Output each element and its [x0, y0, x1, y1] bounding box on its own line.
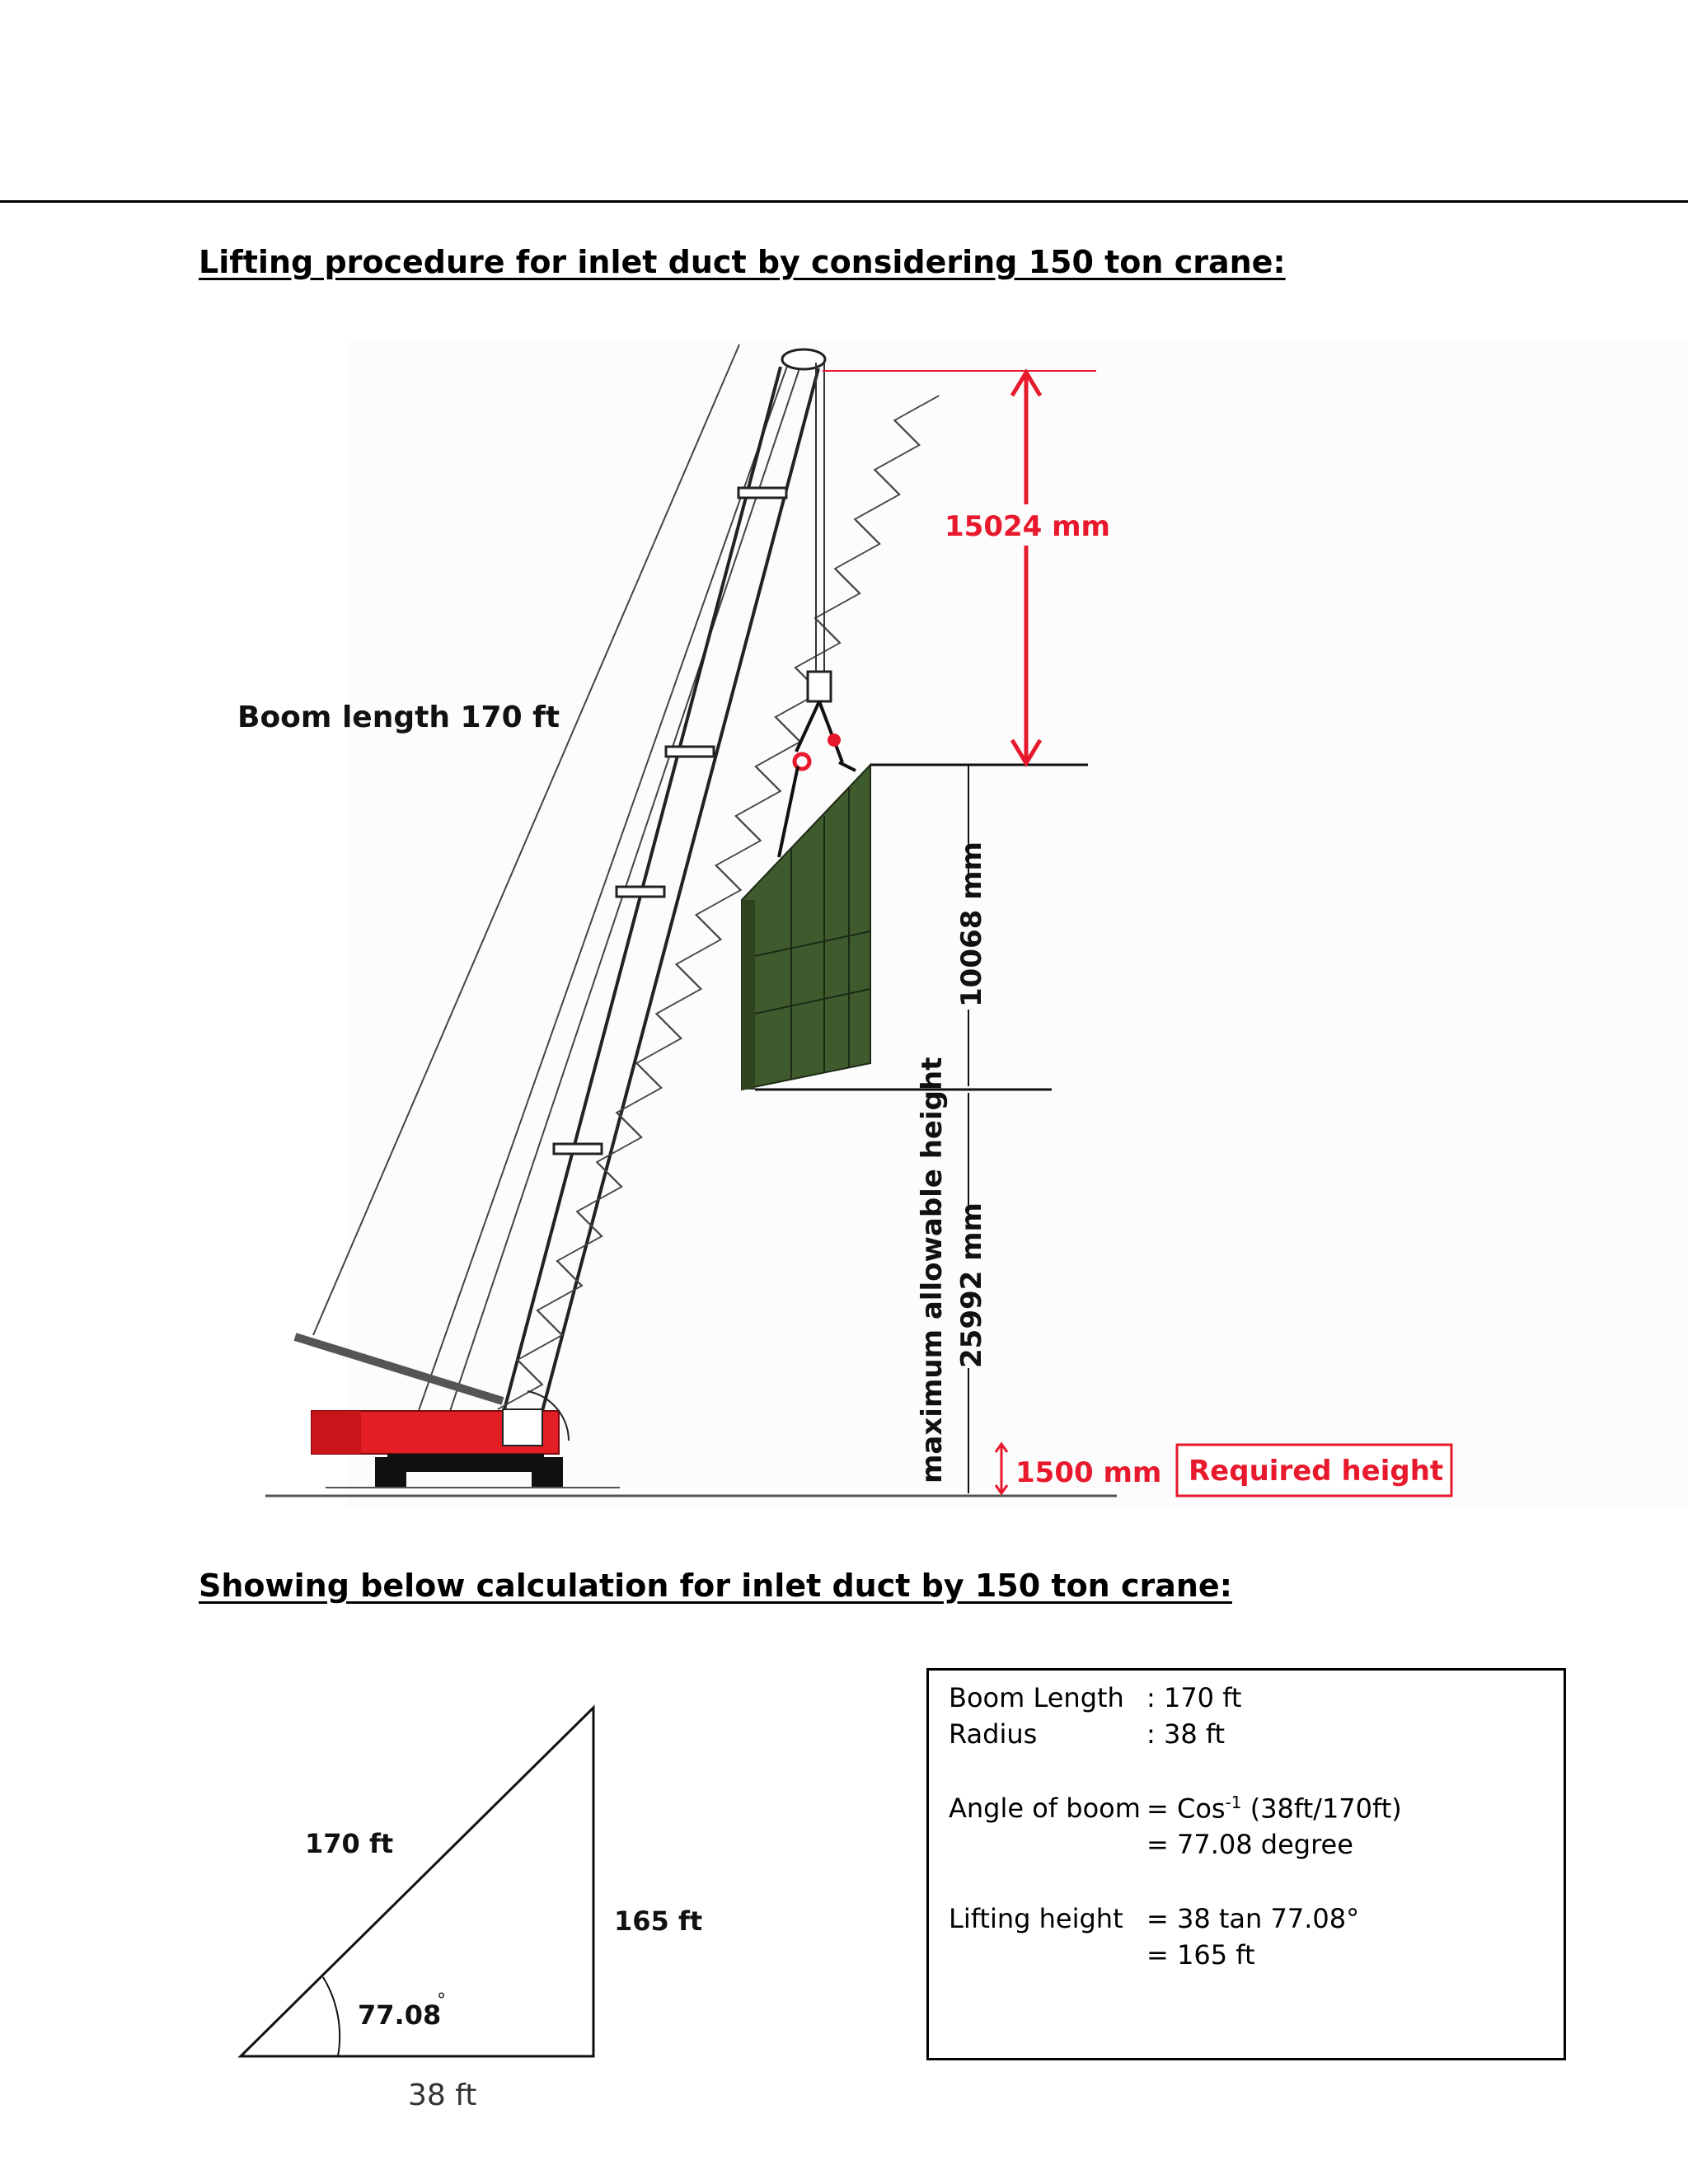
triangle-vertical-label: 165 ft: [614, 1905, 703, 1937]
lifting-height-result: = 165 ft: [1146, 1939, 1255, 1971]
boom-length-label: Boom length 170 ft: [237, 701, 560, 734]
lifting-procedure-heading: Lifting procedure for inlet duct by considering 150 ton crane:: [199, 244, 1286, 280]
required-height-label: Required height: [1189, 1455, 1444, 1488]
triangle-angle-label: 77.08: [358, 1999, 442, 2031]
angle-formula: = Cos$^{-1}$ (38ft/170ft): [1146, 1793, 1402, 1825]
triangle-hypotenuse-label: 170 ft: [305, 1828, 394, 1859]
lifting-height-label: Lifting height: [949, 1903, 1123, 1934]
boom-length-value: : 170 ft: [1146, 1682, 1242, 1713]
radius-value: : 38 ft: [1146, 1718, 1226, 1750]
boom-length-label: Boom Length: [949, 1682, 1124, 1713]
triangle-base-label: 38 ft: [408, 2079, 477, 2112]
angle-label: Angle of boom: [949, 1793, 1141, 1824]
ground-clearance-label: 1500 mm: [1015, 1456, 1162, 1489]
angle-result: = 77.08 degree: [1146, 1829, 1353, 1860]
triangle-degree-mark: °: [437, 1990, 446, 2011]
allowable-height-label: maximum allowable height: [916, 1057, 949, 1483]
calculation-box: [926, 1668, 1566, 2060]
allowable-height-value: 25992 mm: [955, 1202, 988, 1368]
duct-height-label: 10068 mm: [955, 841, 988, 1007]
calculation-heading: Showing below calculation for inlet duct by 150 ton crane:: [199, 1568, 1232, 1604]
radius-label: Radius: [949, 1718, 1038, 1750]
clearance-label: 15024 mm: [945, 510, 1110, 543]
lifting-height-formula: = 38 tan 77.08°: [1146, 1903, 1360, 1934]
